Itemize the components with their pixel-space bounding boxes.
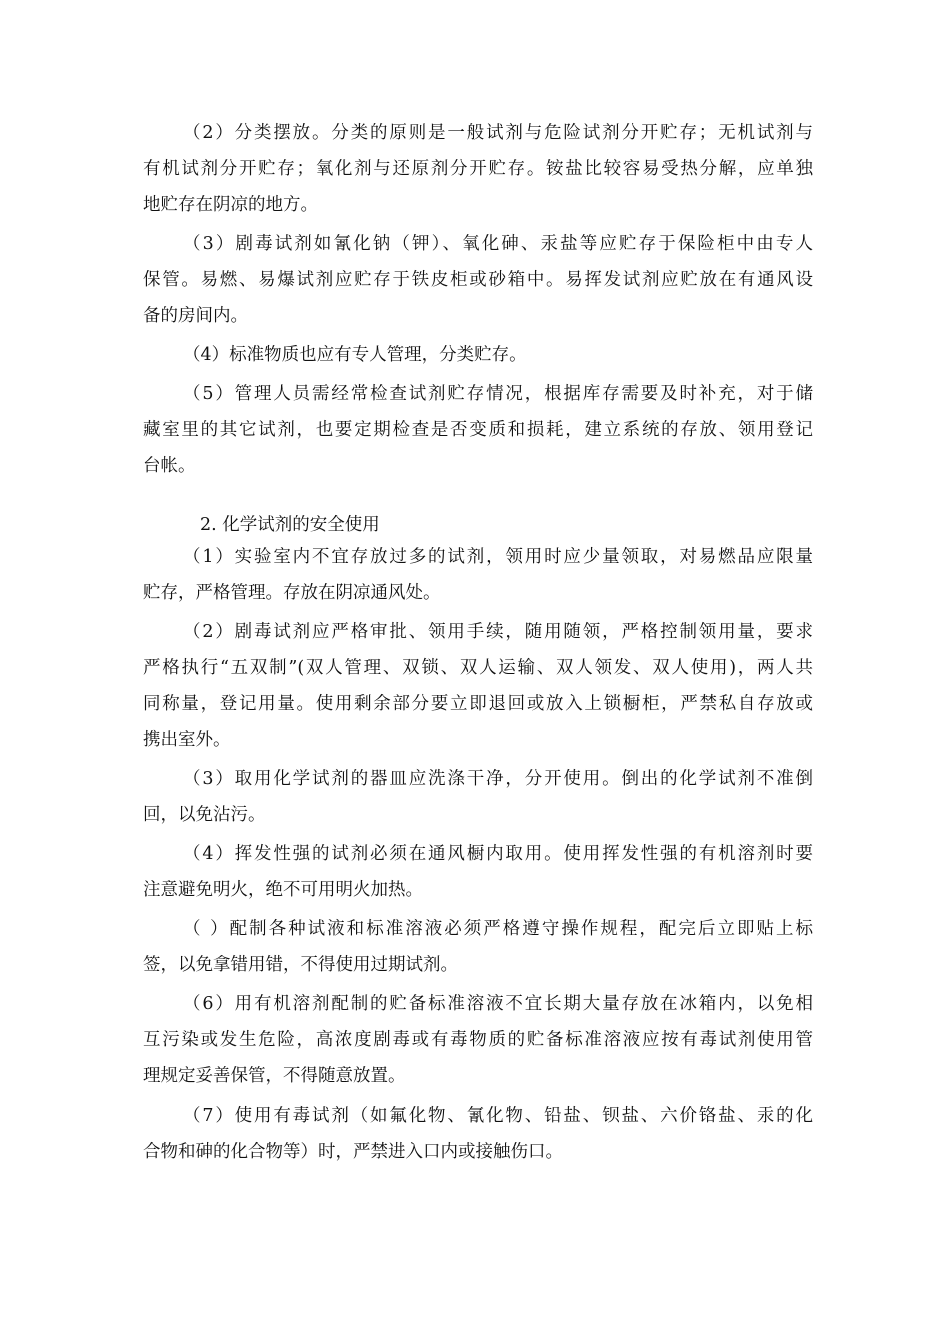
- paragraph-use-1-line-2: 贮存，严格管理。存放在阴凉通风处。: [143, 583, 441, 603]
- paragraph-use-3-line-2: 回，以免沾污。: [143, 805, 266, 825]
- paragraph-storage-2-line-2: 有机试剂分开贮存；氧化剂与还原剂分开贮存。铵盐比较容易受热分解，应单独: [143, 159, 813, 179]
- paragraph-use-6-line-2: 互污染或发生危险，高浓度剧毒或有毒物质的贮备标准溶液应按有毒试剂使用管: [143, 1030, 813, 1050]
- paragraph-use-6-line-1: （6）用有机溶剂配制的贮备标准溶液不宜长期大量存放在冰箱内，以免相: [183, 994, 813, 1014]
- paragraph-use-5-line-1: （ ）配制各种试液和标准溶液必须严格遵守操作规程，配完后立即贴上标: [183, 919, 813, 939]
- paragraph-storage-2-line-1: （2）分类摆放。分类的原则是一般试剂与危险试剂分开贮存；无机试剂与: [183, 123, 813, 143]
- paragraph-use-2-line-3: 同称量，登记用量。使用剩余部分要立即退回或放入上锁橱柜，严禁私自存放或: [143, 694, 813, 714]
- paragraph-use-2-line-4: 携出室外。: [143, 730, 231, 750]
- paragraph-use-3-line-1: （3）取用化学试剂的器皿应洗涤干净，分开使用。倒出的化学试剂不准倒: [183, 769, 813, 789]
- paragraph-storage-3-line-1: （3）剧毒试剂如氰化钠（钾）、氧化砷、汞盐等应贮存于保险柜中由专人: [183, 234, 813, 254]
- paragraph-storage-5-line-1: （5）管理人员需经常检查试剂贮存情况，根据库存需要及时补充，对于储: [183, 384, 813, 404]
- paragraph-use-4-line-1: （4）挥发性强的试剂必须在通风橱内取用。使用挥发性强的有机溶剂时要: [183, 844, 813, 864]
- paragraph-use-2-line-2: 严格执行“五双制”(双人管理、双锁、双人运输、双人领发、双人使用)，两人共: [143, 658, 813, 678]
- section-heading: 2. 化学试剂的安全使用: [200, 515, 380, 535]
- paragraph-use-7-line-1: （7）使用有毒试剂（如氟化物、氰化物、铅盐、钡盐、六价铬盐、汞的化: [183, 1106, 813, 1126]
- paragraph-storage-5-line-2: 藏室里的其它试剂，也要定期检查是否变质和损耗，建立系统的存放、领用登记: [143, 420, 813, 440]
- paragraph-use-1-line-1: （1）实验室内不宜存放过多的试剂，领用时应少量领取，对易燃品应限量: [183, 547, 813, 567]
- paragraph-use-7-line-2: 合物和砷的化合物等）时，严禁进入口内或接触伤口。: [143, 1142, 563, 1162]
- paragraph-use-4-line-2: 注意避免明火，绝不可用明火加热。: [143, 880, 423, 900]
- paragraph-storage-5-line-3: 台帐。: [143, 456, 196, 476]
- paragraph-use-6-line-3: 理规定妥善保管，不得随意放置。: [143, 1066, 406, 1086]
- paragraph-storage-2-line-3: 地贮存在阴凉的地方。: [143, 195, 318, 215]
- paragraph-use-5-line-2: 签，以免拿错用错，不得使用过期试剂。: [143, 955, 458, 975]
- paragraph-storage-4-line-1: （4）标准物质也应有专人管理，分类贮存。: [183, 345, 527, 365]
- paragraph-storage-3-line-3: 备的房间内。: [143, 306, 248, 326]
- paragraph-use-2-line-1: （2）剧毒试剂应严格审批、领用手续，随用随领，严格控制领用量，要求: [183, 622, 813, 642]
- paragraph-storage-3-line-2: 保管。易燃、易爆试剂应贮存于铁皮柜或砂箱中。易挥发试剂应贮放在有通风设: [143, 270, 813, 290]
